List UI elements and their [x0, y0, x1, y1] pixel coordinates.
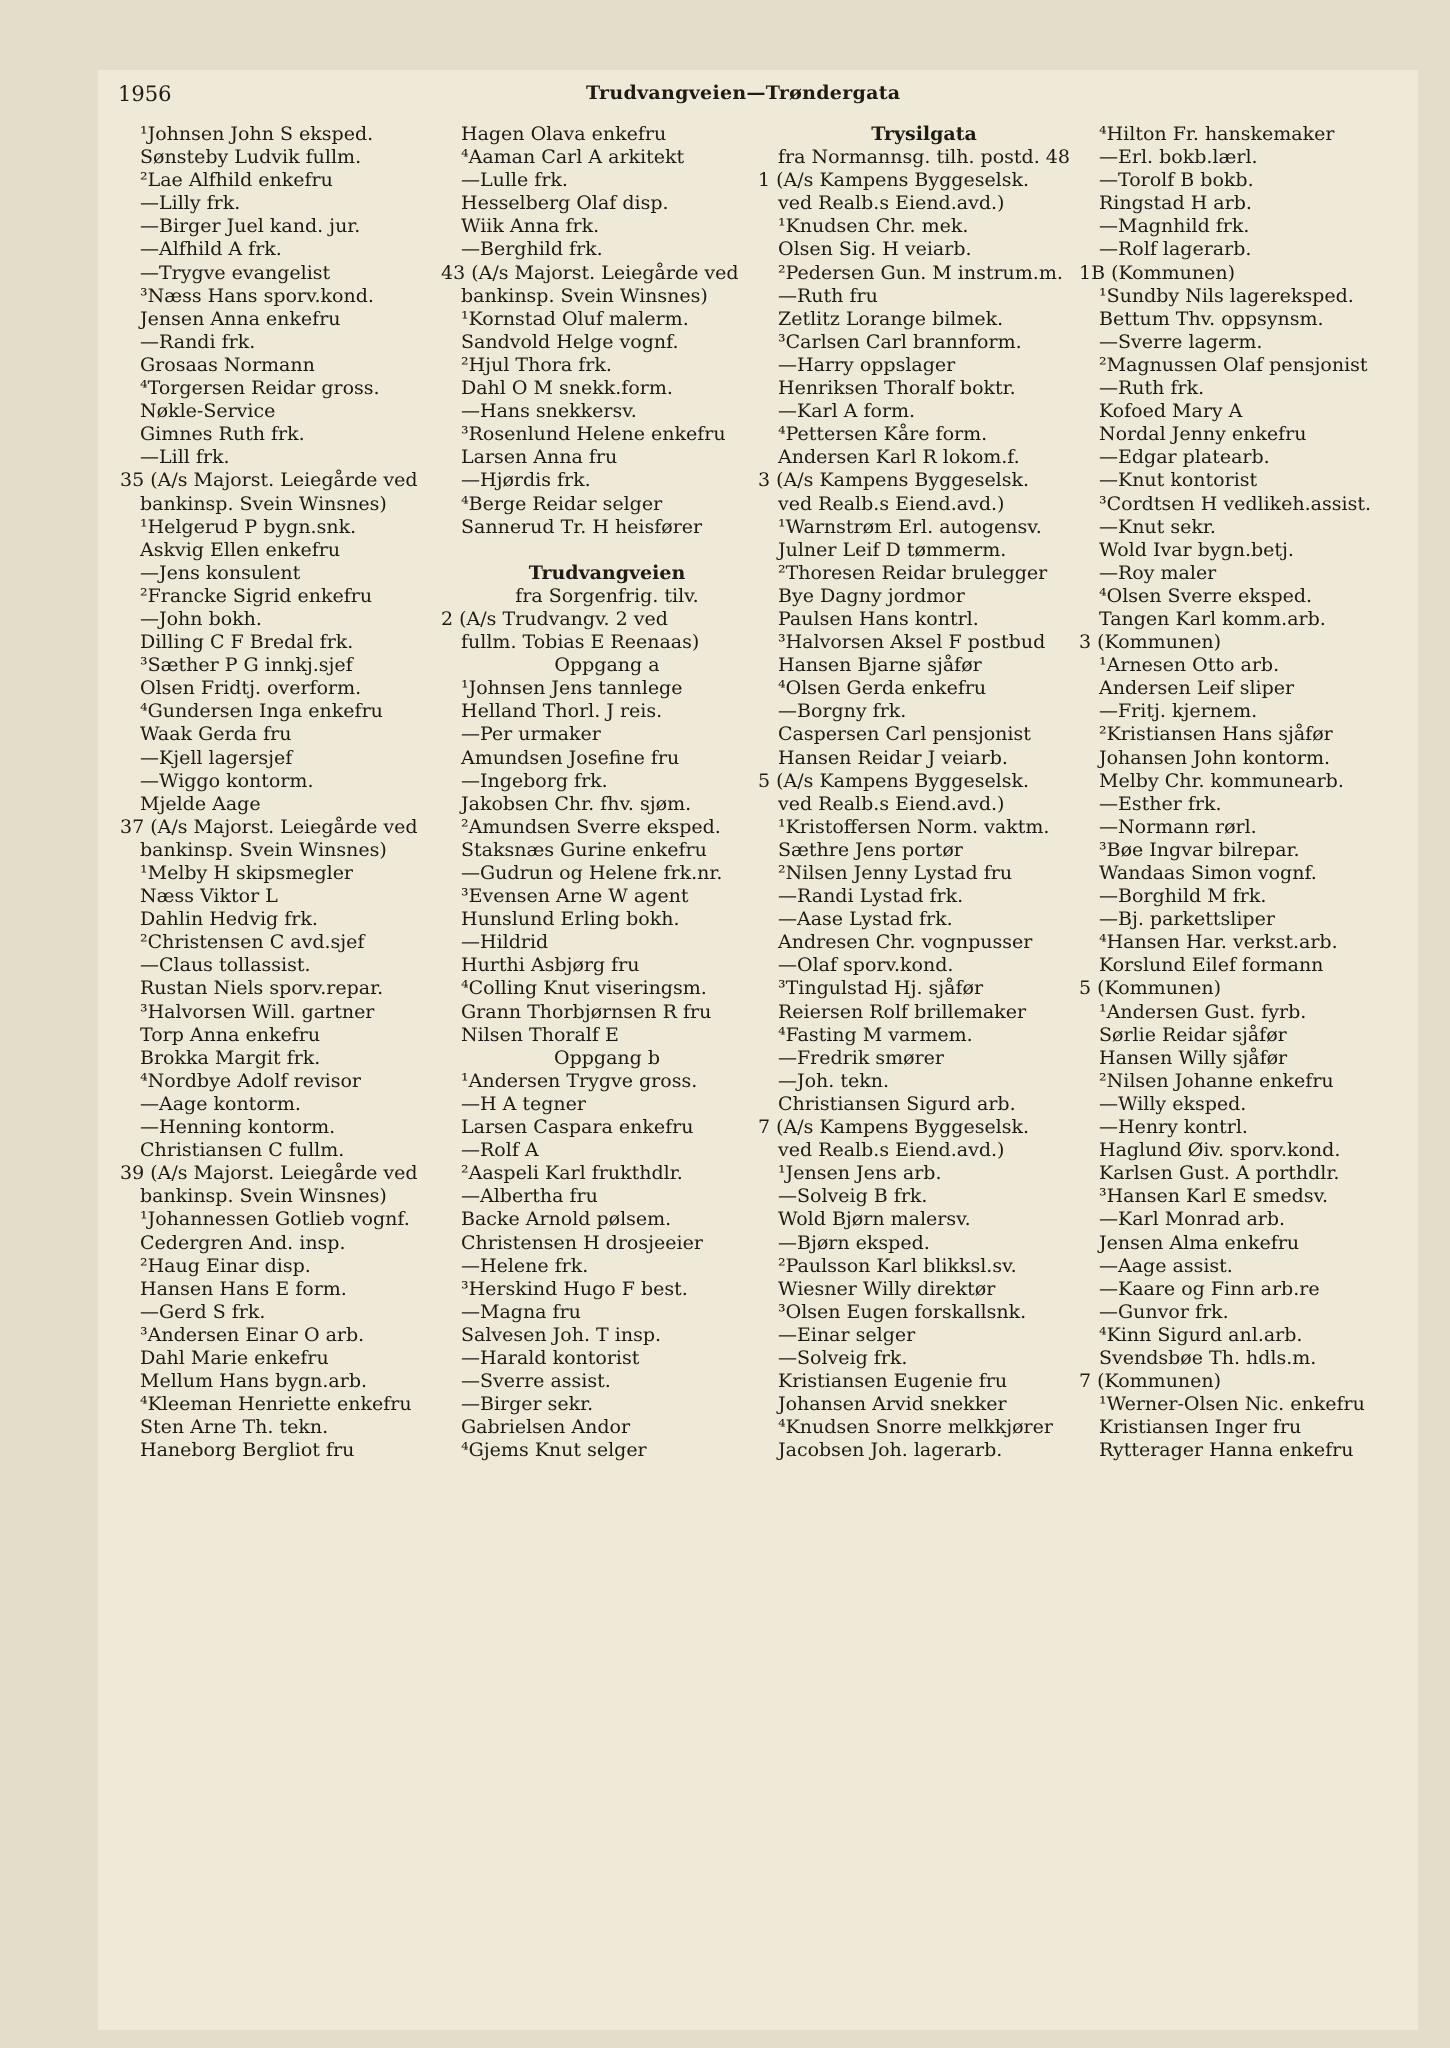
directory-line: ²Thoresen Reidar brulegger — [778, 561, 1048, 584]
directory-line: —Sverre assist. — [461, 1370, 611, 1393]
directory-line: —Aage assist. — [1099, 1254, 1233, 1277]
directory-line — [441, 539, 773, 562]
directory-line: —Fritj. kjernem. — [1099, 700, 1258, 723]
directory-line: ⁴Colling Knut viseringsm. — [461, 977, 707, 1000]
directory-line: Reiersen Rolf brillemaker — [778, 1000, 1027, 1023]
directory-line: Dahlin Hedvig frk. — [140, 908, 318, 931]
directory-line: Henriksen Thoralf boktr. — [778, 377, 1016, 400]
directory-line: —Normann rørl. — [1099, 815, 1257, 838]
directory-line: Haneborg Bergliot fru — [140, 1439, 355, 1462]
directory-line: —Ingeborg frk. — [461, 769, 608, 792]
directory-line: ²Aaspeli Karl frukthdlr. — [461, 1162, 683, 1185]
directory-line: 43 (A/s Majorst. Leiegårde ved — [441, 261, 739, 284]
directory-line: ²Christensen C avd.sjef — [140, 931, 365, 954]
directory-line: bankinsp. Svein Winsnes) — [461, 284, 708, 307]
directory-line: fullm. Tobias E Reenaas) — [461, 631, 700, 654]
directory-line: ³Halvorsen Will. gartner — [140, 1000, 375, 1023]
directory-line: —Edgar platearb. — [1099, 446, 1270, 469]
directory-line: ¹Sundby Nils lagereksped. — [1099, 284, 1354, 307]
directory-line: Grann Thorbjørnsen R fru — [461, 1000, 712, 1023]
directory-line: Tangen Karl komm.arb. — [1099, 607, 1326, 630]
directory-line: Amundsen Josefine fru — [461, 746, 680, 769]
column-3 — [758, 123, 1090, 1462]
directory-line: ³Olsen Eugen forskallsnk. — [778, 1300, 1027, 1323]
directory-line: Staksnæs Gurine enkefru — [461, 838, 707, 861]
directory-line: Trysilgata — [871, 123, 977, 145]
directory-line: —Per urmaker — [461, 723, 601, 746]
directory-line: 3 (A/s Kampens Byggeselsk. — [758, 469, 1030, 492]
directory-line: ved Realb.s Eiend.avd.) — [778, 1139, 1005, 1162]
directory-line: ⁴Olsen Gerda enkefru — [778, 677, 987, 700]
directory-line: —Hjørdis frk. — [461, 469, 591, 492]
directory-line: Sønsteby Ludvik fullm. — [140, 146, 362, 169]
column-1 — [120, 123, 452, 1462]
directory-line: ³Hansen Karl E smedsv. — [1099, 1185, 1329, 1208]
directory-line: —Willy eksped. — [1099, 1092, 1247, 1115]
directory-line: Jakobsen Chr. fhv. sjøm. — [461, 792, 692, 815]
directory-line: Nordal Jenny enkefru — [1099, 423, 1307, 446]
directory-line: —Hildrid — [461, 931, 549, 954]
directory-line: Christiansen Sigurd arb. — [778, 1092, 1016, 1115]
directory-line: Johansen John kontorm. — [1099, 746, 1331, 769]
directory-line: Larsen Anna fru — [461, 446, 618, 469]
directory-line: ⁴Fasting M varmem. — [778, 1023, 973, 1046]
directory-line: —Knut kontorist — [1099, 469, 1258, 492]
directory-line: —Roy maler — [1099, 561, 1217, 584]
directory-line: 5 (A/s Kampens Byggeselsk. — [758, 769, 1030, 792]
directory-line: bankinsp. Svein Winsnes) — [140, 838, 387, 861]
directory-line: ³Cordtsen H vedlikeh.assist. — [1099, 492, 1372, 515]
directory-line: —Knut sekr. — [1099, 515, 1216, 538]
directory-line: ²Pedersen Gun. M instrum.m. — [778, 261, 1063, 284]
directory-line: ²Nilsen Jenny Lystad fru — [778, 862, 1013, 884]
directory-line: Dilling C F Bredal frk. — [140, 631, 354, 654]
directory-line: Oppgang b — [554, 1046, 660, 1069]
directory-line: Hagen Olava enkefru — [461, 123, 667, 145]
directory-line: ⁴Nordbye Adolf revisor — [140, 1069, 361, 1092]
directory-line: —Fredrik smører — [778, 1046, 944, 1069]
directory-line: ³Næss Hans sporv.kond. — [140, 284, 374, 307]
directory-line: —Birger Juel kand. jur. — [140, 215, 361, 238]
directory-line: ¹Kornstad Oluf malerm. — [461, 307, 689, 330]
directory-line: Wiik Anna frk. — [461, 215, 600, 238]
directory-line: —Kjell lagersjef — [140, 746, 293, 769]
directory-line: ved Realb.s Eiend.avd.) — [778, 792, 1005, 815]
directory-line: Karlsen Gust. A porthdlr. — [1099, 1162, 1340, 1185]
directory-line: —Joh. tekn. — [778, 1069, 890, 1092]
directory-line: Dahl Marie enkefru — [140, 1346, 329, 1369]
directory-line: ²Nilsen Johanne enkefru — [1099, 1069, 1334, 1092]
directory-line: —John bokh. — [140, 607, 262, 630]
directory-line: Sandvold Helge vognf. — [461, 330, 679, 353]
directory-line: Torp Anna enkefru — [140, 1023, 321, 1046]
directory-line: 1B (Kommunen) — [1079, 261, 1236, 284]
directory-line: ²Hjul Thora frk. — [461, 353, 612, 376]
directory-line: ²Paulsson Karl blikksl.sv. — [778, 1254, 1017, 1277]
directory-line: Cedergren And. insp. — [140, 1231, 346, 1254]
directory-line: —Lilly frk. — [140, 192, 241, 215]
column-2 — [441, 123, 773, 1462]
directory-line: ¹Kristoffersen Norm. vaktm. — [778, 815, 1050, 838]
directory-line: ³Halvorsen Aksel F postbud — [778, 631, 1046, 654]
directory-line: —Erl. bokb.lærl. — [1099, 146, 1258, 169]
directory-line: fra Normannsg. tilh. postd. 48 — [778, 146, 1070, 169]
directory-line: Næss Viktor L — [140, 885, 278, 908]
directory-line: ³Tingulstad Hj. sjåfør — [778, 977, 984, 1000]
directory-line: —Wiggo kontorm. — [140, 769, 314, 792]
directory-line: Sannerud Tr. H heisfører — [461, 515, 703, 538]
page-title: Trudvangveien—Trøndergata — [586, 82, 901, 104]
directory-line: 1 (A/s Kampens Byggeselsk. — [758, 169, 1030, 192]
directory-line: —Hans snekkersv. — [461, 400, 637, 423]
directory-line: —Jens konsulent — [140, 561, 301, 584]
directory-line: Christensen H drosjeeier — [461, 1231, 703, 1254]
directory-line: 39 (A/s Majorst. Leiegårde ved — [120, 1162, 418, 1185]
directory-line: ¹Johnsen Jens tannlege — [461, 677, 683, 700]
directory-line: Sørlie Reidar sjåfør — [1099, 1023, 1287, 1046]
directory-line: Rustan Niels sporv.repar. — [140, 977, 384, 1000]
directory-line: Bye Dagny jordmor — [778, 584, 965, 607]
directory-line: ⁴Kinn Sigurd anl.arb. — [1099, 1323, 1303, 1346]
directory-line: —Borgny frk. — [778, 700, 907, 723]
directory-line: 35 (A/s Majorst. Leiegårde ved — [120, 469, 418, 492]
directory-line: —Torolf B bokb. — [1099, 169, 1254, 192]
directory-line: Paulsen Hans kontrl. — [778, 607, 979, 630]
directory-line: —Borghild M frk. — [1099, 885, 1267, 908]
directory-line: Rytterager Hanna enkefru — [1099, 1439, 1354, 1462]
directory-line: —Gunvor frk. — [1099, 1300, 1229, 1323]
directory-line: ⁴Gundersen Inga enkefru — [140, 700, 383, 723]
directory-line: Sten Arne Th. tekn. — [140, 1416, 329, 1439]
directory-line: Svendsbøe Th. hdls.m. — [1099, 1346, 1317, 1369]
directory-line: Wold Ivar bygn.betj. — [1099, 538, 1294, 561]
directory-line: Mjelde Aage — [140, 792, 261, 815]
directory-line: Hurthi Asbjørg fru — [461, 954, 640, 977]
directory-line: Nilsen Thoralf E — [461, 1023, 619, 1046]
directory-line: ²Magnussen Olaf pensjonist — [1099, 353, 1368, 376]
directory-line: 37 (A/s Majorst. Leiegårde ved — [120, 815, 418, 838]
directory-line: Kristiansen Eugenie fru — [778, 1370, 1008, 1393]
directory-line: ³Evensen Arne W agent — [461, 885, 689, 908]
directory-line: 5 (Kommunen) — [1079, 977, 1222, 1000]
directory-line: ¹Jensen Jens arb. — [778, 1162, 942, 1185]
directory-line: —Aase Lystad frk. — [778, 908, 953, 931]
directory-line: ²Lae Alfhild enkefru — [140, 169, 333, 192]
directory-line: Jacobsen Joh. lagerarb. — [778, 1439, 1003, 1462]
directory-line: Melby Chr. kommunearb. — [1099, 769, 1344, 792]
directory-line: Kristiansen Inger fru — [1099, 1416, 1302, 1439]
directory-line: Waak Gerda fru — [140, 723, 292, 746]
directory-line: —Randi frk. — [140, 330, 256, 353]
directory-line: Wold Bjørn malersv. — [778, 1208, 971, 1231]
directory-line: Jensen Anna enkefru — [140, 307, 341, 330]
directory-line: ³Andersen Einar O arb. — [140, 1323, 365, 1346]
directory-line: —Birger sekr. — [461, 1393, 594, 1416]
directory-line: ³Carlsen Carl brannform. — [778, 330, 1022, 353]
directory-line: 7 (A/s Kampens Byggeselsk. — [758, 1116, 1030, 1139]
directory-line: Korslund Eilef formann — [1099, 954, 1324, 977]
directory-line: —Aage kontorm. — [140, 1092, 301, 1115]
directory-line: —Kaare og Finn arb.re — [1099, 1277, 1320, 1300]
directory-line: Dahl O M snekk.form. — [461, 377, 673, 400]
directory-line: ⁴Olsen Sverre eksped. — [1099, 584, 1313, 607]
directory-line: Mellum Hans bygn.arb. — [140, 1370, 368, 1393]
column-4 — [1079, 123, 1411, 1462]
directory-line: 7 (Kommunen) — [1079, 1370, 1222, 1393]
directory-line: —Harald kontorist — [461, 1346, 640, 1369]
directory-line: —Ruth frk. — [1099, 377, 1205, 400]
directory-line: ²Amundsen Sverre eksped. — [461, 815, 721, 838]
directory-line: —Henning kontorm. — [140, 1116, 336, 1139]
directory-line: Andresen Chr. vognpusser — [778, 931, 1033, 954]
directory-line: ¹Johnsen John S eksped. — [140, 123, 374, 145]
directory-line: Wiesner Willy direktør — [778, 1277, 996, 1300]
directory-line: —Alfhild A frk. — [140, 238, 282, 261]
directory-line: ved Realb.s Eiend.avd.) — [778, 192, 1005, 215]
directory-line: Ringstad H arb. — [1099, 192, 1252, 215]
directory-line: ⁴Kleeman Henriette enkefru — [140, 1393, 412, 1416]
directory-line: Hansen Willy sjåfør — [1099, 1046, 1288, 1069]
directory-line: —Esther frk. — [1099, 792, 1222, 815]
directory-line: Gimnes Ruth frk. — [140, 423, 305, 446]
directory-line: —Olaf sporv.kond. — [778, 954, 954, 977]
directory-line: —Berghild frk. — [461, 238, 603, 261]
directory-line: —Solveig B frk. — [778, 1185, 928, 1208]
directory-line: ⁴Aaman Carl A arkitekt — [461, 146, 685, 169]
directory-line: ²Haug Einar disp. — [140, 1254, 311, 1277]
directory-line: ⁴Berge Reidar selger — [461, 492, 663, 515]
directory-line: ²Kristiansen Hans sjåfør — [1099, 723, 1333, 746]
directory-line: —Ruth fru — [778, 284, 878, 307]
directory-line: —Magnhild frk. — [1099, 215, 1250, 238]
directory-line: Askvig Ellen enkefru — [140, 538, 341, 561]
directory-line: Brokka Margit frk. — [140, 1046, 321, 1069]
directory-line: ¹Werner-Olsen Nic. enkefru — [1099, 1393, 1365, 1416]
directory-line: Haglund Øiv. sporv.kond. — [1099, 1139, 1341, 1162]
page-number: 1956 — [118, 82, 172, 106]
directory-line: fra Sorgenfrig. tilv. — [515, 584, 699, 607]
directory-line: —Solveig frk. — [778, 1346, 908, 1369]
directory-line: Andersen Karl R lokom.f. — [778, 446, 1020, 469]
directory-line: —Einar selger — [778, 1323, 916, 1346]
directory-line: ⁴Pettersen Kåre form. — [778, 423, 988, 446]
directory-line: —Henry kontrl. — [1099, 1116, 1248, 1139]
directory-line: ¹Knudsen Chr. mek. — [778, 215, 969, 238]
directory-line: Hunslund Erling bokh. — [461, 908, 680, 931]
directory-line: —Lill frk. — [140, 446, 230, 469]
directory-line: Hansen Bjarne sjåfør — [778, 654, 982, 677]
directory-line: ³Sæther P G innkj.sjef — [140, 654, 353, 677]
directory-line: —Harry oppslager — [778, 353, 956, 376]
directory-line: Hansen Reidar J veiarb. — [778, 746, 1008, 769]
directory-line: ³Rosenlund Helene enkefru — [461, 423, 726, 446]
directory-line: Julner Leif D tømmerm. — [778, 538, 1007, 561]
directory-line: ved Realb.s Eiend.avd.) — [778, 492, 1005, 515]
directory-line: ³Herskind Hugo F best. — [461, 1277, 688, 1300]
directory-line: ³Bøe Ingvar bilrepar. — [1099, 838, 1300, 861]
directory-line: —Bj. parkettsliper — [1099, 908, 1275, 931]
directory-line: 3 (Kommunen) — [1079, 631, 1222, 654]
directory-line: ⁴Torgersen Reidar gross. — [140, 377, 380, 400]
directory-line: Kofoed Mary A — [1099, 400, 1243, 423]
directory-line: ¹Helgerud P bygn.snk. — [140, 515, 357, 538]
directory-line: —Randi Lystad frk. — [778, 885, 964, 908]
directory-line: 2 (A/s Trudvangv. 2 ved — [441, 607, 668, 630]
directory-line: Christiansen C fullm. — [140, 1139, 345, 1162]
directory-line: Zetlitz Lorange bilmek. — [778, 307, 1004, 330]
directory-line: —Gudrun og Helene frk.nr. — [461, 862, 723, 884]
directory-line: ⁴Hilton Fr. hanskemaker — [1099, 123, 1335, 145]
directory-line: Grosaas Normann — [140, 353, 315, 376]
directory-line: —Helene frk. — [461, 1254, 589, 1277]
directory-line: Hansen Hans E form. — [140, 1277, 347, 1300]
directory-line: Bettum Thv. oppsynsm. — [1099, 307, 1324, 330]
directory-line: ¹Johannessen Gotlieb vognf. — [140, 1208, 410, 1231]
directory-line: Wandaas Simon vognf. — [1099, 862, 1317, 884]
directory-line: bankinsp. Svein Winsnes) — [140, 1185, 387, 1208]
directory-line: Nøkle-Service — [140, 400, 276, 423]
directory-line: ⁴Knudsen Snorre melkkjører — [778, 1416, 1053, 1439]
directory-line: Helland Thorl. J reis. — [461, 700, 663, 723]
directory-line: ¹Andersen Trygve gross. — [461, 1069, 698, 1092]
directory-line: Olsen Sig. H veiarb. — [778, 238, 972, 261]
directory-line: —Karl A form. — [778, 400, 916, 423]
directory-line: Salvesen Joh. T insp. — [461, 1323, 662, 1346]
directory-line: Gabrielsen Andor — [461, 1416, 631, 1439]
directory-line: Backe Arnold pølsem. — [461, 1208, 672, 1231]
directory-line: ⁴Gjems Knut selger — [461, 1439, 647, 1462]
directory-line: —Sverre lagerm. — [1099, 330, 1263, 353]
directory-line: —Trygve evangelist — [140, 261, 331, 284]
directory-line: ¹Melby H skipsmegler — [140, 862, 354, 884]
directory-line: Sæthre Jens portør — [778, 838, 963, 861]
directory-line: ¹Warnstrøm Erl. autogensv. — [778, 515, 1042, 538]
directory-line: —Rolf A — [461, 1139, 539, 1162]
directory-line: Larsen Caspara enkefru — [461, 1116, 694, 1139]
directory-line: —Rolf lagerarb. — [1099, 238, 1252, 261]
directory-line: ²Francke Sigrid enkefru — [140, 584, 373, 607]
directory-line: —Bjørn eksped. — [778, 1231, 930, 1254]
directory-line: Johansen Arvid snekker — [778, 1393, 1007, 1416]
directory-line: —Albertha fru — [461, 1185, 598, 1208]
directory-line: —Karl Monrad arb. — [1099, 1208, 1286, 1231]
directory-line: Andersen Leif sliper — [1099, 677, 1295, 700]
directory-line: —Gerd S frk. — [140, 1300, 266, 1323]
directory-line: —Claus tollassist. — [140, 954, 311, 977]
directory-line: —H A tegner — [461, 1092, 586, 1115]
directory-line: Hesselberg Olaf disp. — [461, 192, 669, 215]
directory-line: Jensen Alma enkefru — [1099, 1231, 1300, 1254]
directory-line: ¹Arnesen Otto arb. — [1099, 654, 1280, 677]
directory-line: ¹Andersen Gust. fyrb. — [1099, 1000, 1307, 1023]
directory-line: —Lulle frk. — [461, 169, 568, 192]
directory-line: Olsen Fridtj. overform. — [140, 677, 362, 700]
directory-line: bankinsp. Svein Winsnes) — [140, 492, 387, 515]
directory-line: —Magna fru — [461, 1300, 581, 1323]
directory-line: Oppgang a — [554, 654, 660, 677]
directory-line: Caspersen Carl pensjonist — [778, 723, 1031, 746]
directory-line: Trudvangveien — [528, 561, 686, 584]
directory-line: ⁴Hansen Har. verkst.arb. — [1099, 931, 1338, 954]
